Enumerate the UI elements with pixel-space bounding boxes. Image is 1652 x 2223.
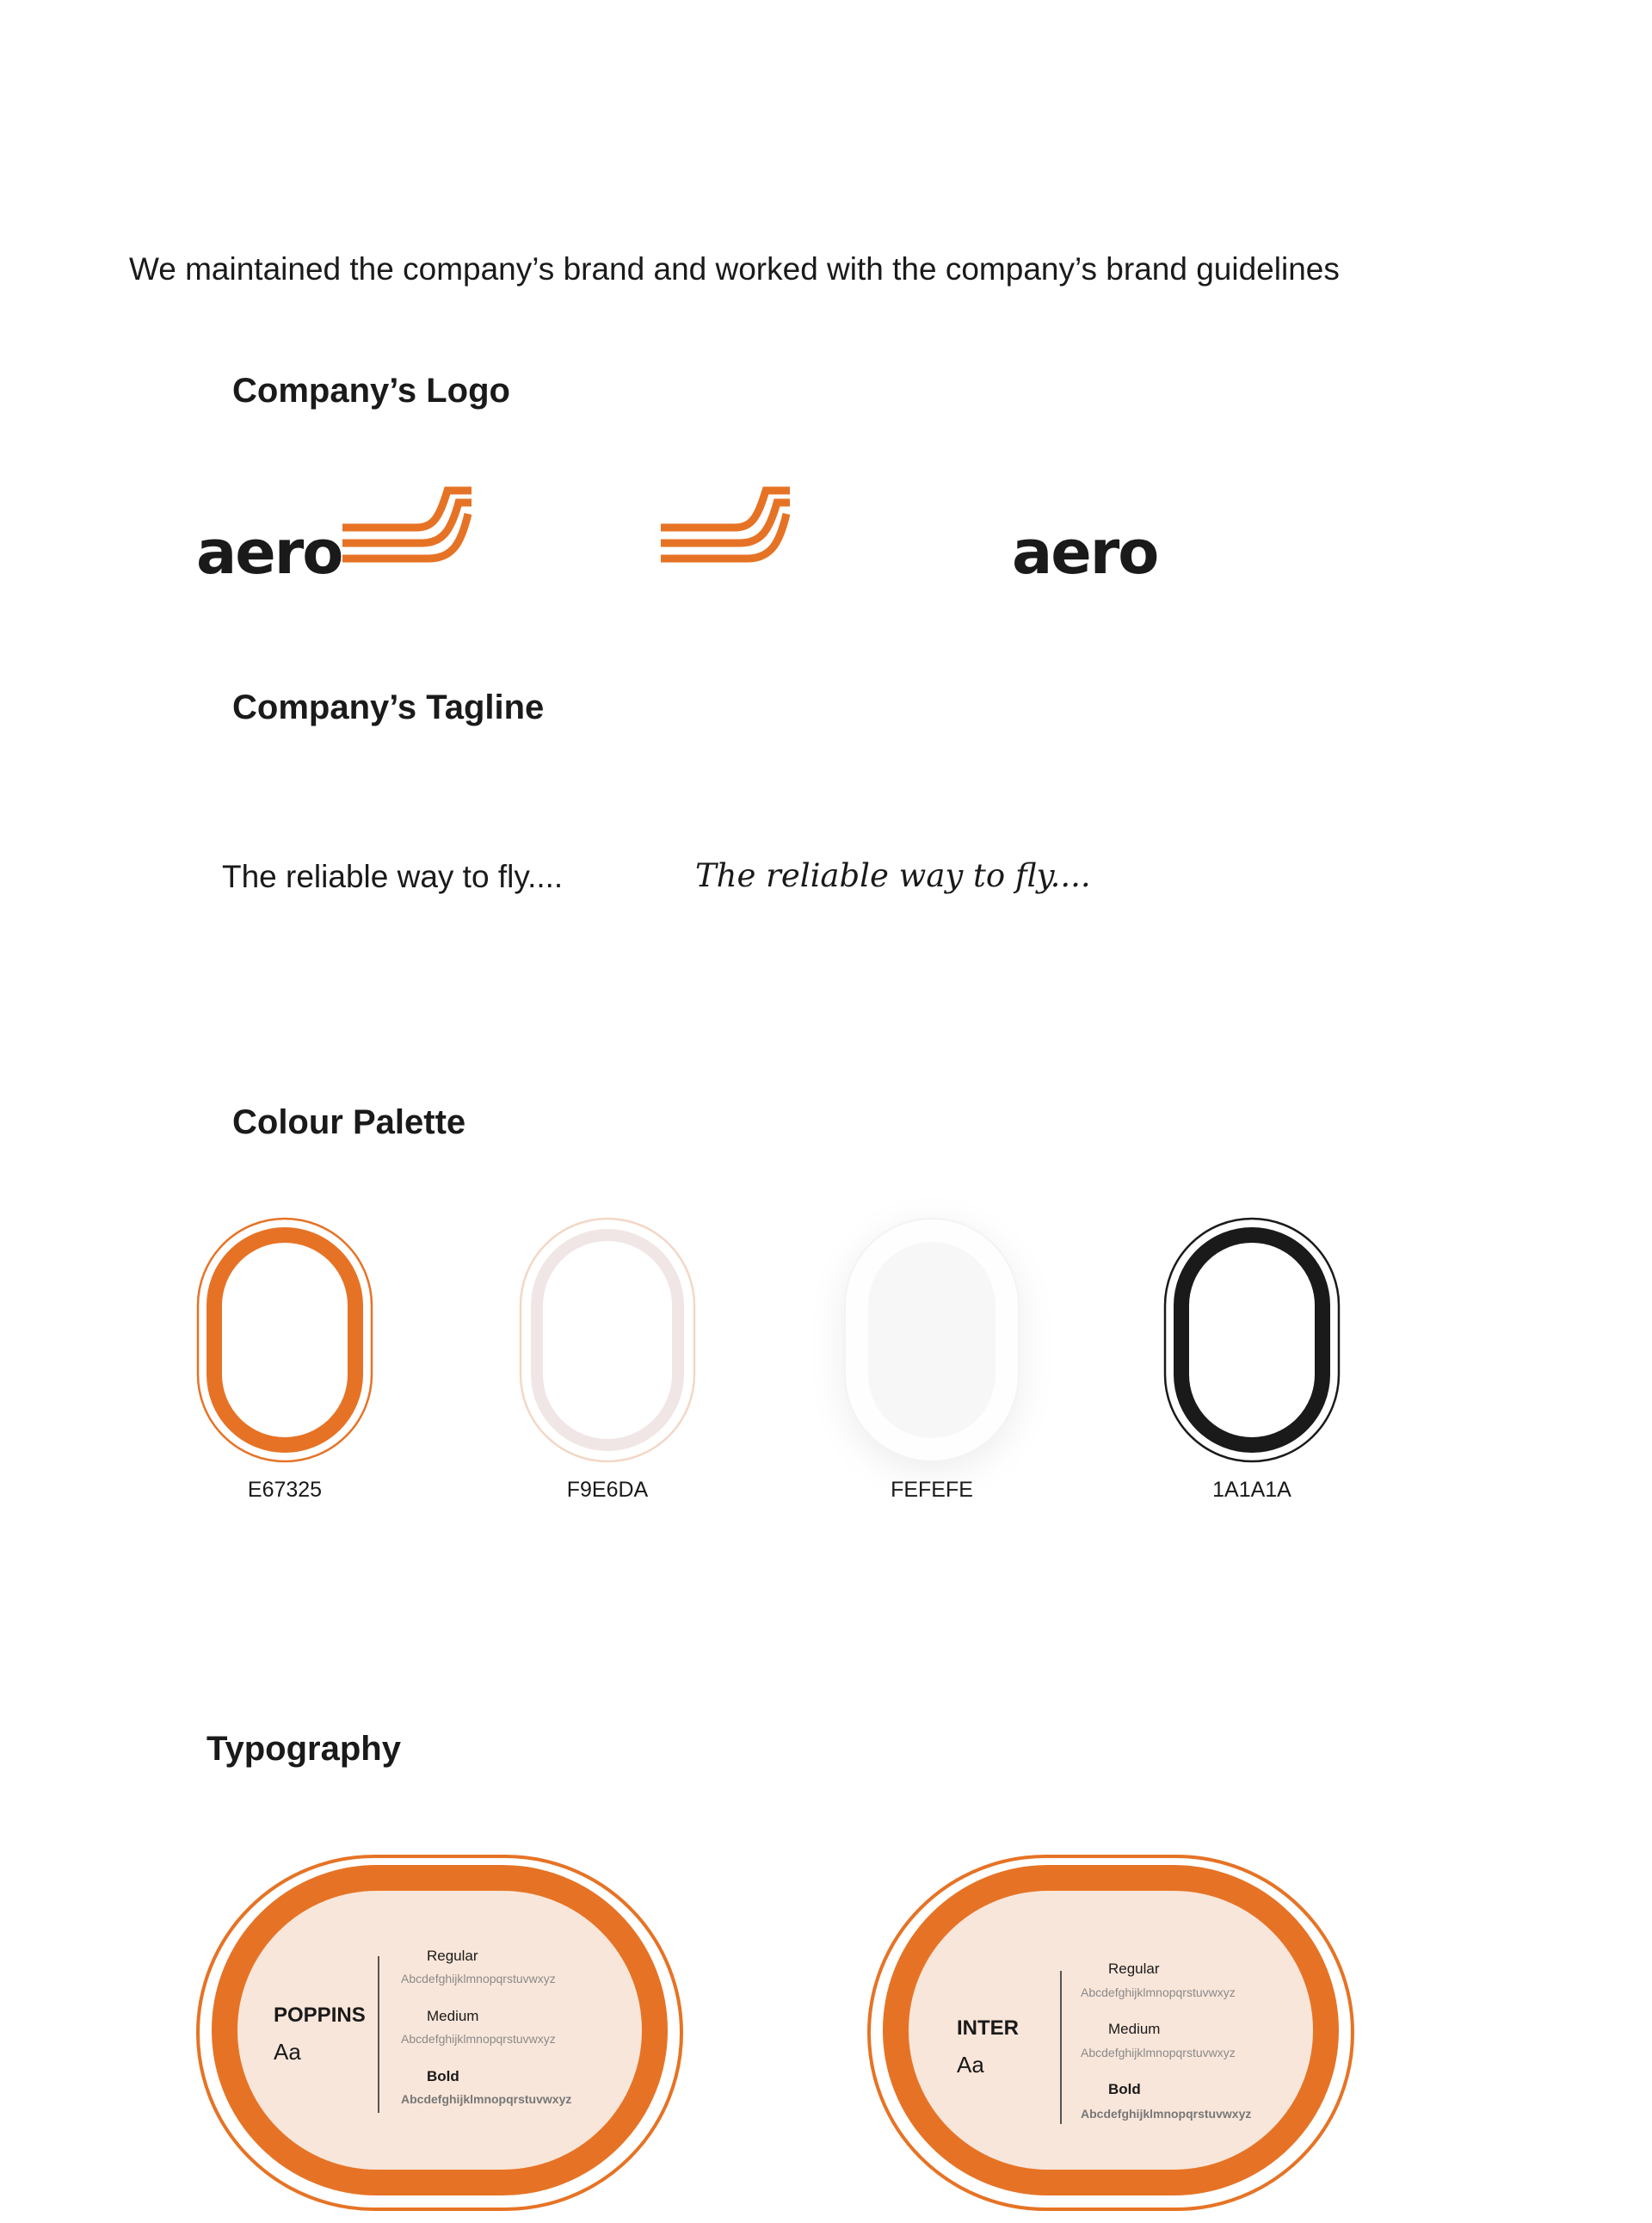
swatch-label: FEFEFE (891, 1478, 973, 1502)
font-family-name: INTER (957, 2016, 1019, 2040)
weight-medium-sample: Abcdefghijklmnopqrstuvwxyz (401, 2032, 556, 2046)
divider (378, 1956, 379, 2113)
logo-mark-icon (661, 486, 790, 572)
weight-regular-sample: Abcdefghijklmnopqrstuvwxyz (401, 1972, 556, 1985)
weight-regular-label: Regular (427, 1948, 478, 1964)
weight-bold-sample: Abcdefghijklmnopqrstuvwxyz (1081, 2107, 1252, 2121)
weight-regular-sample: Abcdefghijklmnopqrstuvwxyz (1081, 1985, 1236, 1999)
tagline-regular: The reliable way to fly.... (222, 859, 564, 894)
swatch-orange (196, 1217, 373, 1463)
intro-text: We maintained the company’s brand and worked with the company’s brand guidelines (129, 251, 1340, 287)
palette-section-title: Colour Palette (232, 1103, 466, 1141)
swatch-label: E67325 (247, 1478, 323, 1502)
weight-regular-label: Regular (1108, 1961, 1160, 1977)
typeface-card-poppins (196, 1855, 687, 2216)
typeface-card-inter (867, 1855, 1358, 2216)
full-logo (196, 486, 472, 588)
swatch-white (843, 1217, 1020, 1463)
swatch-peach (519, 1217, 696, 1463)
typography-section-title: Typography (206, 1730, 401, 1768)
weight-bold-label: Bold (1108, 2081, 1141, 2097)
logo-section-title: Company’s Logo (232, 372, 510, 410)
tagline-script: The reliable way to fly.... (695, 857, 1091, 894)
logo-wordmark-only: aero (1012, 517, 1158, 588)
weight-medium-label: Medium (1108, 2021, 1161, 2037)
logo-wordmark: aero (196, 517, 342, 588)
font-family-name: POPPINS (274, 2004, 366, 2027)
weight-medium-label: Medium (427, 2008, 479, 2024)
font-sample-aa: Aa (274, 2039, 301, 2065)
divider (1060, 1971, 1062, 2124)
weight-bold-label: Bold (427, 2068, 459, 2084)
logo-stripes-icon (342, 486, 472, 572)
swatch-label: F9E6DA (566, 1478, 649, 1502)
weight-medium-sample: Abcdefghijklmnopqrstuvwxyz (1081, 2046, 1236, 2059)
tagline-section-title: Company’s Tagline (232, 689, 545, 726)
swatch-label: 1A1A1A (1212, 1478, 1291, 1502)
font-sample-aa: Aa (957, 2052, 984, 2078)
swatch-black (1163, 1217, 1341, 1463)
weight-bold-sample: Abcdefghijklmnopqrstuvwxyz (401, 2092, 572, 2106)
